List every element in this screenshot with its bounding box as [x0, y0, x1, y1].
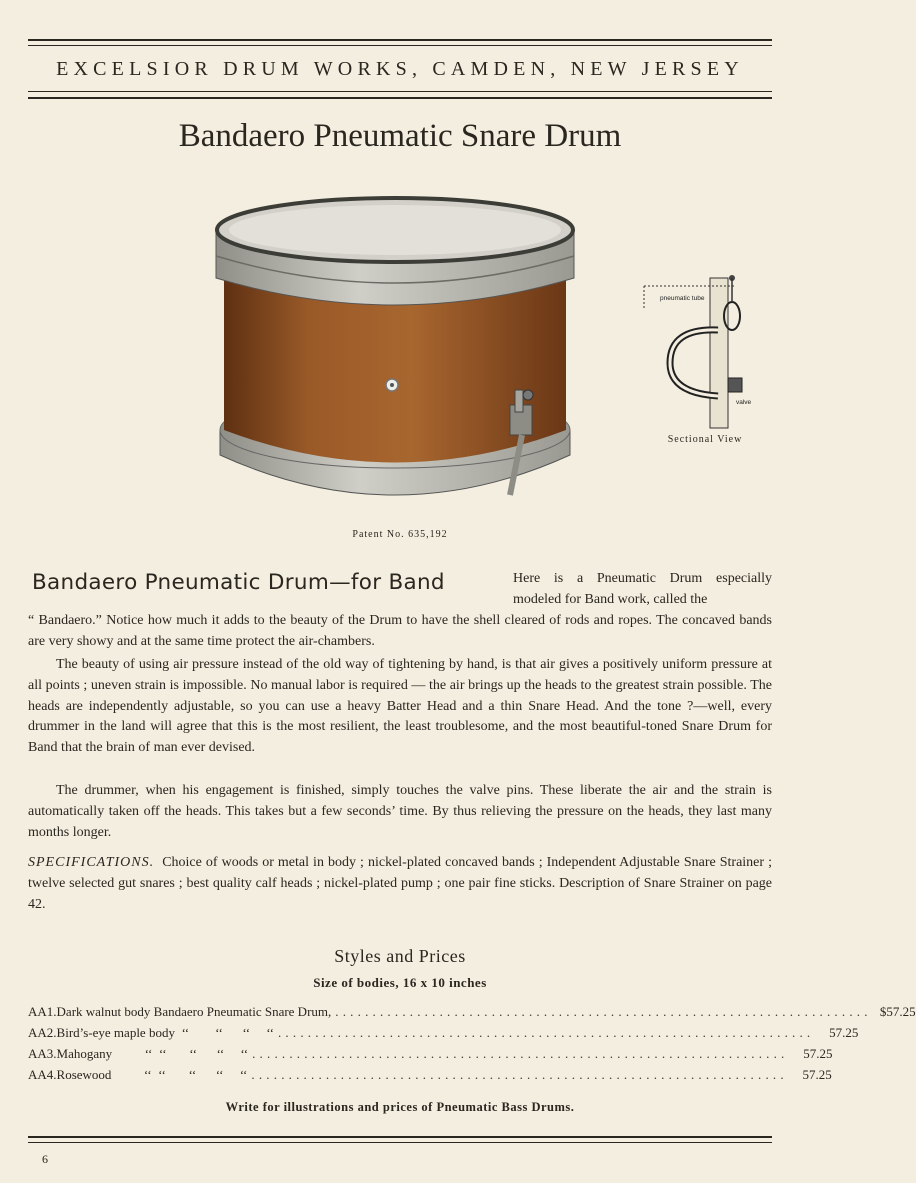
price-row [28, 1004, 916, 1024]
bottom-rule-lower [28, 1142, 772, 1143]
leader-dots: ........................................................................ [277, 1025, 815, 1040]
intro-paragraph-start: Here is a Pneumatic Drum especially modeled for Band work, called the [513, 571, 772, 607]
drum-illustration [210, 190, 580, 520]
styles-subtitle: Size of bodies, 16 x 10 inches [313, 975, 487, 990]
patent-caption: Patent No. 635,192 [352, 529, 448, 540]
label-valve: valve [736, 399, 752, 406]
shell-section [710, 278, 728, 428]
header-rule-lower [28, 97, 772, 99]
section-subtitle: Bandaero Pneumatic Drum—for Band [32, 570, 445, 595]
style-code: AA1. [28, 1004, 57, 1019]
specifications-text: Choice of woods or metal in body ; nickel-plated concaved bands ; Independent Adjustable Snare Strainer ; twelve selected gut snares ; best quality calf heads ; nickel-plated pump ; one pair fine sticks. Description of Snare Strainer on page 42. [28, 855, 772, 912]
leader-dots: ........................................................................ [335, 1004, 872, 1019]
style-price: 57.25 [803, 1046, 833, 1061]
style-code: AA3. [28, 1046, 57, 1061]
specifications-paragraph [28, 853, 772, 915]
style-price: 57.25 [802, 1067, 832, 1082]
intro-paragraph: “ Bandaero.” Notice how much it adds to the beauty of the Drum to have the shell cleared of rods and ropes. The concaved bands are very showy and at the same time protect the air-chambers. [28, 613, 772, 649]
style-code: AA2. [28, 1025, 57, 1040]
price-row [28, 1025, 859, 1045]
leader-dots: ........................................................................ [251, 1067, 788, 1082]
specifications-label: SPECIFICATIONS. [28, 855, 155, 870]
style-price: $57.25 [879, 1004, 916, 1019]
top-rule-inner [28, 45, 772, 46]
price-row [28, 1046, 833, 1066]
page-title: Bandaero Pneumatic Snare Drum [178, 118, 622, 154]
footnote: Write for illustrations and prices of Pneumatic Bass Drums. [225, 1100, 575, 1114]
style-code: AA4. [28, 1067, 57, 1082]
paragraph-valve-pins: The drummer, when his engagement is finished, simply touches the valve pins. These liberate the air and the strain is automatically taken off the heads. This takes but a few seconds’ time. By thus relieving the pressure on the heads, they last many months longer. [28, 783, 772, 840]
styles-title: Styles and Prices [334, 946, 466, 966]
style-description: Mahogany ‘‘ ‘‘ ‘‘ ‘‘ ‘‘ [56, 1046, 249, 1061]
valve-part [728, 378, 742, 392]
style-description: Rosewood ‘‘ ‘‘ ‘‘ ‘‘ ‘‘ [56, 1067, 248, 1082]
leader-dots: ........................................................................ [252, 1046, 789, 1061]
label-pneumatic-tube: pneumatic tube [660, 295, 705, 302]
bottom-rule-upper [28, 1136, 772, 1138]
price-row [28, 1067, 832, 1087]
sectional-view-diagram [640, 268, 760, 428]
page-number: 6 [42, 1152, 48, 1166]
top-rule-outer [28, 39, 772, 41]
sectional-caption: Sectional View [667, 434, 743, 445]
paragraph-air-pressure: The beauty of using air pressure instead of the old way of tightening by hand, is that air gives a positively uniform pressure at all points ; uneven strain is impossible. No manual labor is required — the air brings up the heads to the greatest strain possible. The heads are independently adjustable, so you can use a heavy Batter Head and a thin Snare Head. And the tone ?—well, every drummer in the land will agree that this is the most resilient, the least troublesome, and the most beautiful-toned Snare Drum for Band that the brain of man ever devised. [28, 657, 772, 756]
header-rule-upper [28, 91, 772, 92]
style-price: 57.25 [829, 1025, 859, 1040]
running-header: EXCELSIOR DRUM WORKS, CAMDEN, NEW JERSEY [56, 58, 744, 80]
style-description: Bird’s-eye maple body ‘‘ ‘‘ ‘‘ ‘‘ [56, 1025, 274, 1040]
style-description: Dark walnut body Bandaero Pneumatic Snare Drum, [56, 1004, 332, 1019]
